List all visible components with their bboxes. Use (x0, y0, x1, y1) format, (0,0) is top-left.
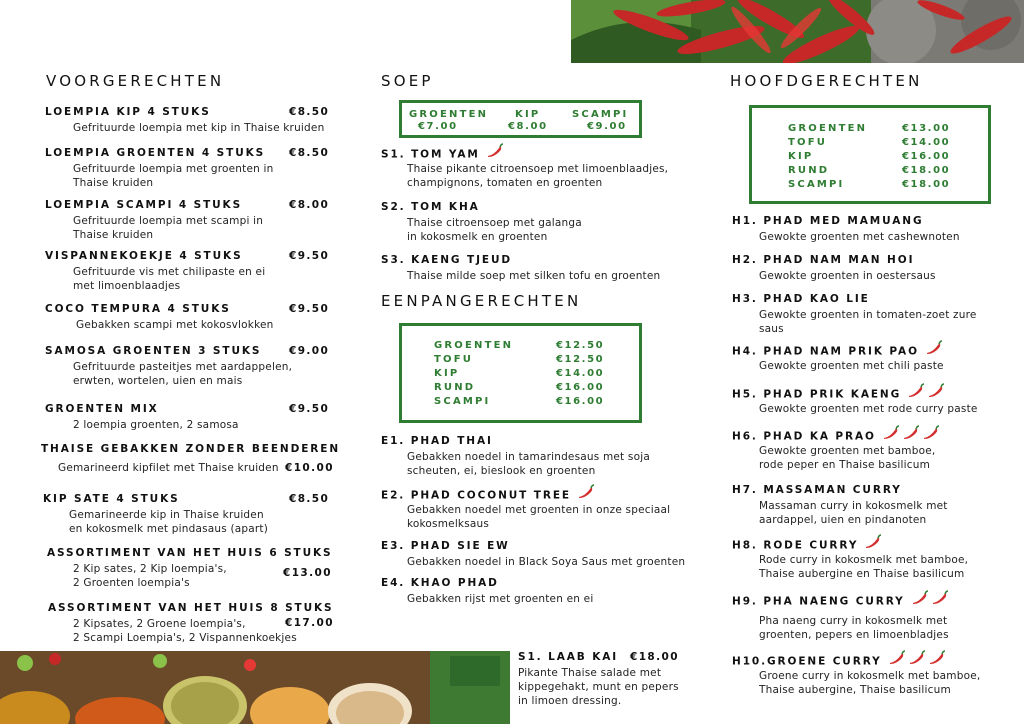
menu-item-desc: en kokosmelk met pindasaus (apart) (69, 523, 269, 535)
menu-item-desc: Gefrituurde loempia met scampi in (73, 215, 264, 227)
hoofd-box-label-kip: KIP (788, 151, 814, 162)
menu-item-desc: Thaise aubergine en Thaise basilicum (759, 568, 965, 580)
chili-icon (485, 143, 505, 162)
soep-box-price-groenten: €7.00 (418, 121, 458, 132)
menu-item-name: THAISE GEBAKKEN ZONDER BEENDEREN (41, 443, 341, 455)
menu-item-name: E1. PHAD THAI (381, 435, 493, 447)
soep-box-label-groenten: GROENTEN (409, 109, 489, 120)
chili-icon (924, 340, 944, 359)
hoofd-box-price-groenten: €13.00 (902, 123, 951, 134)
eenpan-price-box (399, 323, 642, 423)
eenpan-box-label-groenten: GROENTEN (434, 340, 514, 351)
menu-item-desc: Thaise pikante citroensoep met limoenblaadjes, (407, 163, 669, 175)
menu-item-name: ASSORTIMENT VAN HET HUIS 8 STUKS (48, 602, 334, 614)
menu-item-desc: Groene curry in kokosmelk met bamboe, (759, 670, 981, 682)
soep-box-label-kip: KIP (515, 109, 541, 120)
menu-item-name: H1. PHAD MED MAMUANG (732, 215, 924, 227)
menu-item-desc: scheuten, ei, bieslook en groenten (407, 465, 596, 477)
menu-item-desc: Thaise milde soep met silken tofu en groenten (407, 270, 661, 282)
chili-icon (906, 383, 926, 402)
hoofd-box-price-tofu: €14.00 (902, 137, 951, 148)
menu-item-name: H4. PHAD NAM PRIK PAO (732, 344, 944, 359)
menu-item-desc: kokosmelksaus (407, 518, 490, 530)
section-heading-voorgerechten: VOORGERECHTEN (46, 72, 225, 90)
menu-item-price: €8.00 (289, 199, 330, 211)
menu-item-price: €8.50 (289, 493, 330, 505)
menu-item-desc: Pha naeng curry in kokosmelk met (759, 615, 948, 627)
soep-price-box (399, 100, 642, 138)
eenpan-box-price-kip: €14.00 (556, 368, 605, 379)
menu-item-desc: Thaise citroensoep met galanga (407, 217, 582, 229)
section-heading-soep: SOEP (381, 72, 434, 90)
menu-item-desc: Gefrituurde loempia met kip in Thaise kruiden (73, 122, 325, 134)
menu-item-price: €9.50 (289, 403, 330, 415)
menu-item-name: COCO TEMPURA 4 STUKS (45, 303, 231, 315)
chili-icon (930, 590, 950, 609)
menu-item-desc: Gewokte groenten in oestersaus (759, 270, 936, 282)
chili-icon (576, 484, 596, 503)
menu-item-name: S1. TOM YAM (381, 147, 505, 162)
menu-item-desc: 2 Scampi Loempia's, 2 Vispannenkoekjes (73, 632, 297, 644)
chili-icon (907, 650, 927, 669)
hoofd-box-label-rund: RUND (788, 165, 830, 176)
eenpan-box-price-scampi: €16.00 (556, 396, 605, 407)
hoofd-box-label-groenten: GROENTEN (788, 123, 868, 134)
menu-item-desc: saus (759, 323, 784, 335)
menu-item-name: H7. MASSAMAN CURRY (732, 484, 902, 496)
menu-item-name: H2. PHAD NAM MAN HOI (732, 254, 915, 266)
menu-item-price: €13.00 (283, 567, 332, 579)
menu-item-desc: Gewokte groenten met rode curry paste (759, 403, 978, 415)
chili-icon (927, 650, 947, 669)
hoofd-box-label-tofu: TOFU (788, 137, 828, 148)
menu-item-name: LOEMPIA GROENTEN 4 STUKS (45, 147, 266, 159)
menu-item-price: €8.50 (289, 106, 330, 118)
menu-item-desc: Gefrituurde vis met chilipaste en ei (73, 266, 266, 278)
menu-item-desc: Thaise kruiden (73, 229, 154, 241)
menu-item-desc: 2 Kipsates, 2 Groene loempia's, (73, 618, 246, 630)
salad-name: S1. LAAB KAI (518, 651, 619, 663)
salad-price: €18.00 (630, 651, 679, 663)
soep-box-price-scampi: €9.00 (587, 121, 627, 132)
menu-item-desc: Rode curry in kokosmelk met bamboe, (759, 554, 969, 566)
hoofd-box-label-scampi: SCAMPI (788, 179, 845, 190)
menu-item-name: KIP SATE 4 STUKS (43, 493, 180, 505)
menu-item-name: H5. PHAD PRIK KAENG (732, 387, 946, 402)
chili-icon (887, 650, 907, 669)
menu-item-desc: Gewokte groenten met bamboe, (759, 445, 936, 457)
chili-photo (571, 0, 1024, 63)
eenpan-box-price-groenten: €12.50 (556, 340, 605, 351)
menu-item-desc: Gebakken noedel met groenten in onze speciaal (407, 504, 671, 516)
section-heading-hoofdgerechten: HOOFDGERECHTEN (730, 72, 923, 90)
hoofd-box-price-kip: €16.00 (902, 151, 951, 162)
menu-item-desc: Gebakken noedel in tamarindesaus met soja (407, 451, 650, 463)
salad-desc-1: Pikante Thaise salade met (518, 667, 662, 679)
hoofd-box-price-rund: €18.00 (902, 165, 951, 176)
menu-item-name: H9. PHA NAENG CURRY (732, 594, 950, 609)
chili-icon (881, 425, 901, 444)
menu-item-desc: Gebakken scampi met kokosvlokken (76, 319, 274, 331)
menu-item-name: LOEMPIA SCAMPI 4 STUKS (45, 199, 243, 211)
menu-item-name: E2. PHAD COCONUT TREE (381, 488, 596, 503)
section-heading-eenpangerechten: EENPANGERECHTEN (381, 292, 582, 310)
soep-box-price-kip: €8.00 (508, 121, 548, 132)
menu-item-name: S2. TOM KHA (381, 201, 480, 213)
menu-item-desc: 2 loempia groenten, 2 samosa (73, 419, 239, 431)
salad-desc-3: in limoen dressing. (518, 695, 622, 707)
menu-item-name: SAMOSA GROENTEN 3 STUKS (45, 345, 262, 357)
hoofd-box-price-scampi: €18.00 (902, 179, 951, 190)
eenpan-box-label-tofu: TOFU (434, 354, 474, 365)
menu-item-desc: Gemarineerd kipfilet met Thaise kruiden (58, 462, 279, 474)
menu-item-desc: Gewokte groenten in tomaten-zoet zure (759, 309, 977, 321)
menu-item-name: H8. RODE CURRY (732, 538, 883, 553)
hoofd-price-box (749, 105, 991, 204)
menu-item-name: S3. KAENG TJEUD (381, 254, 512, 266)
menu-item-name: H10.GROENE CURRY (732, 654, 947, 669)
menu-item-desc: in kokosmelk en groenten (407, 231, 548, 243)
menu-item-desc: erwten, wortelen, uien en mais (73, 375, 243, 387)
eenpan-box-label-rund: RUND (434, 382, 476, 393)
menu-item-desc: Gewokte groenten met cashewnoten (759, 231, 960, 243)
eenpan-box-price-rund: €16.00 (556, 382, 605, 393)
soep-box-label-scampi: SCAMPI (572, 109, 629, 120)
menu-item-name: ASSORTIMENT VAN HET HUIS 6 STUKS (47, 547, 333, 559)
menu-item-name: GROENTEN MIX (45, 403, 159, 415)
menu-item-name: LOEMPIA KIP 4 STUKS (45, 106, 211, 118)
menu-item-price: €9.50 (289, 303, 330, 315)
menu-item-desc: aardappel, uien en pindanoten (759, 514, 927, 526)
menu-item-desc: Gebakken rijst met groenten en ei (407, 593, 594, 605)
menu-item-price: €10.00 (285, 462, 334, 474)
menu-item-price: €9.50 (289, 250, 330, 262)
menu-item-name: VISPANNEKOEKJE 4 STUKS (45, 250, 243, 262)
menu-item-name: E3. PHAD SIE EW (381, 540, 510, 552)
eenpan-box-label-kip: KIP (434, 368, 460, 379)
chili-icon (863, 534, 883, 553)
chili-icon (921, 425, 941, 444)
eenpan-box-label-scampi: SCAMPI (434, 396, 491, 407)
menu-item-name: H3. PHAD KAO LIE (732, 293, 870, 305)
menu-item-desc: Gebakken noedel in Black Soya Saus met groenten (407, 556, 686, 568)
menu-item-desc: champignons, tomaten en groenten (407, 177, 603, 189)
menu-item-price: €17.00 (285, 617, 334, 629)
salad-desc-2: kippegehakt, munt en pepers (518, 681, 679, 693)
chili-icon (910, 590, 930, 609)
menu-item-desc: Thaise kruiden (73, 177, 154, 189)
menu-item-desc: rode peper en Thaise basilicum (759, 459, 930, 471)
eenpan-box-price-tofu: €12.50 (556, 354, 605, 365)
menu-item-name: H6. PHAD KA PRAO (732, 429, 941, 444)
menu-item-name: E4. KHAO PHAD (381, 577, 499, 589)
menu-item-desc: 2 Groenten loempia's (73, 577, 190, 589)
menu-item-desc: groenten, pepers en limoenbladjes (759, 629, 949, 641)
menu-item-desc: Gefrituurde loempia met groenten in (73, 163, 274, 175)
menu-item-price: €9.00 (289, 345, 330, 357)
menu-item-desc: 2 Kip sates, 2 Kip loempia's, (73, 563, 227, 575)
menu-item-price: €8.50 (289, 147, 330, 159)
menu-item-desc: Gemarineerde kip in Thaise kruiden (69, 509, 264, 521)
menu-item-desc: Thaise aubergine, Thaise basilicum (759, 684, 951, 696)
menu-item-desc: Gefrituurde pasteitjes met aardappelen, (73, 361, 293, 373)
menu-item-desc: met limoenblaadjes (73, 280, 181, 292)
menu-item-desc: Gewokte groenten met chili paste (759, 360, 944, 372)
chili-icon (926, 383, 946, 402)
chili-icon (901, 425, 921, 444)
curry-photo (0, 651, 510, 724)
menu-item-desc: Massaman curry in kokosmelk met (759, 500, 948, 512)
